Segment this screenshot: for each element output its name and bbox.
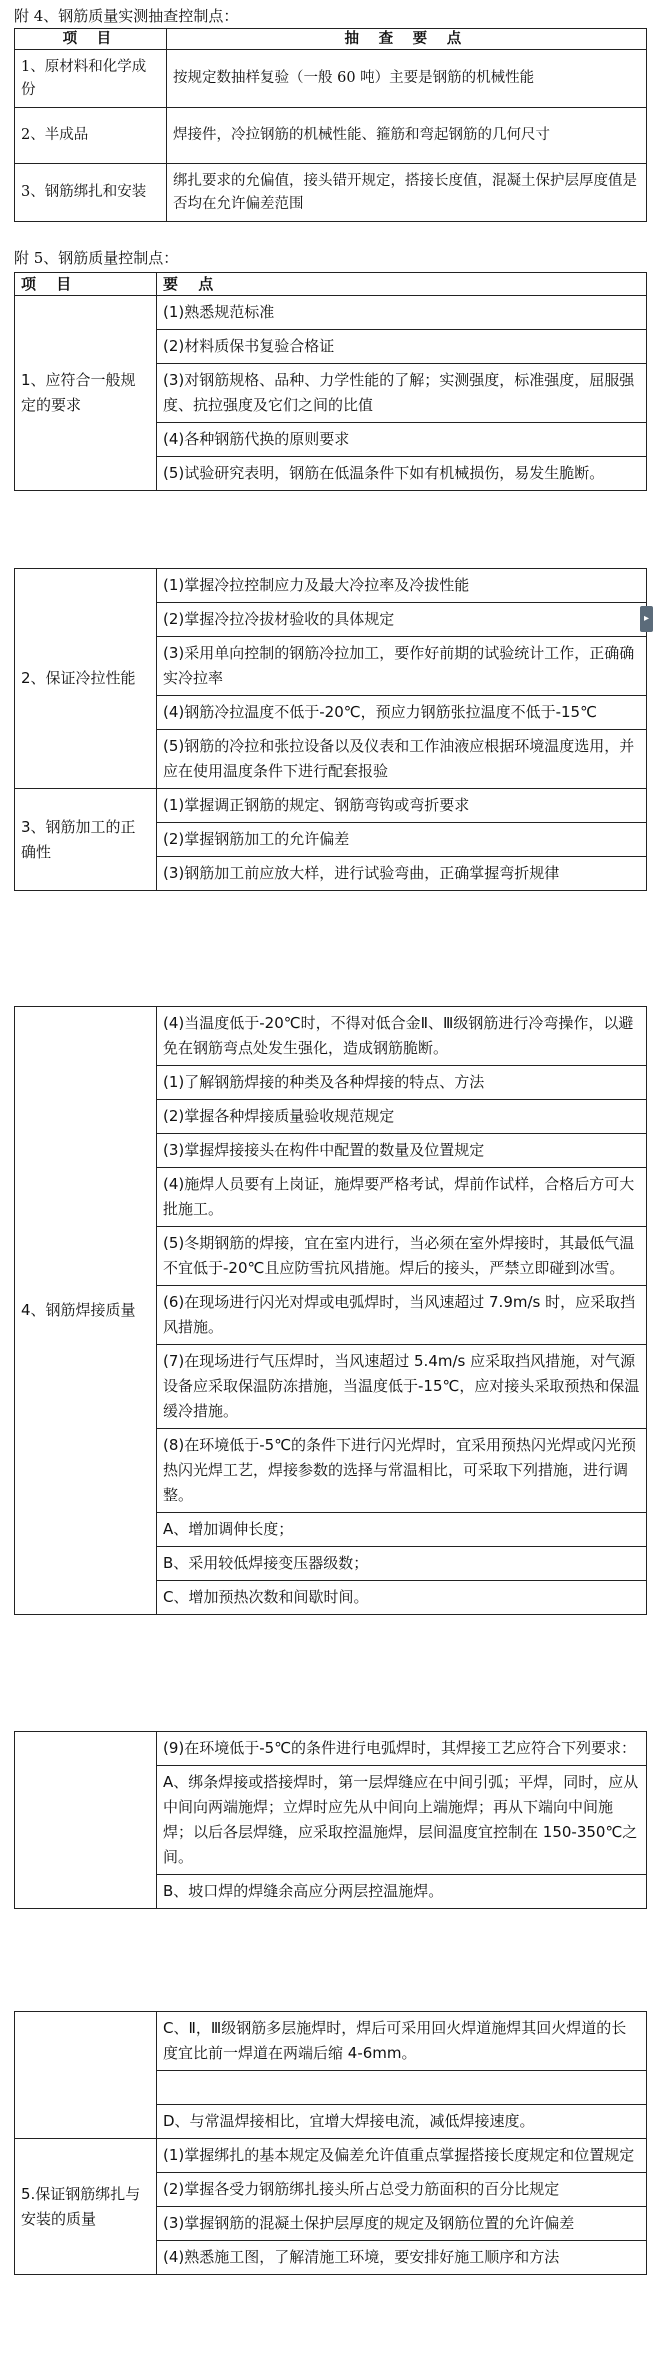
- list-item: (4)钢筋冷拉温度不低于-20℃，预应力钢筋张拉温度不低于-15℃: [157, 696, 647, 730]
- header-point: 要 点: [157, 273, 647, 296]
- attach5-table-part1: [14, 272, 647, 491]
- list-item: (3)掌握钢筋的混凝土保护层厚度的规定及钢筋位置的允许偏差: [157, 2207, 647, 2241]
- list-item: (2)掌握各种焊接质量验收规范规定: [157, 1100, 647, 1134]
- section-1-label: 1、应符合一般规定的要求: [15, 296, 157, 491]
- row-item: 1、原材料和化学成份: [15, 50, 167, 108]
- header-point: 抽 查 要 点: [167, 29, 647, 50]
- section-4-cont-label: [15, 1732, 157, 1909]
- list-item: (3)掌握焊接接头在构件中配置的数量及位置规定: [157, 1134, 647, 1168]
- list-item: (1)掌握绑扎的基本规定及偏差允许值重点掌握搭接长度规定和位置规定: [157, 2139, 647, 2173]
- list-item: (5)试验研究表明，钢筋在低温条件下如有机械损伤，易发生脆断。: [157, 457, 647, 491]
- list-item: (4)施焊人员要有上岗证，施焊要严格考试，焊前作试样，合格后方可大批施工。: [157, 1168, 647, 1227]
- list-item: (3)对钢筋规格、品种、力学性能的了解；实测强度，标准强度，屈服强度、抗拉强度及它们之间的比值: [157, 364, 647, 423]
- table-row: [15, 569, 647, 603]
- list-item: (2)掌握冷拉冷拔材验收的具体规定: [157, 603, 647, 637]
- list-item: C、Ⅱ，Ⅲ级钢筋多层施焊时，焊后可采用回火焊道施焊其回火焊道的长度宜比前一焊道在两端后缩 4-6mm。: [157, 2012, 647, 2071]
- attach5-table-part4: [14, 1731, 647, 1909]
- list-item: (4)各种钢筋代换的原则要求: [157, 423, 647, 457]
- table-row: [15, 164, 647, 222]
- scroll-handle[interactable]: ▸: [640, 606, 653, 632]
- table-row: [15, 2139, 647, 2173]
- row-point: 绑扎要求的允偏值，接头错开规定，搭接长度值，混凝土保护层厚度值是否均在允许偏差范围: [167, 164, 647, 222]
- list-item: (8)在环境低于-5℃的条件下进行闪光焊时，宜采用预热闪光焊或闪光预热闪光焊工艺，焊接参数的选择与常温相比，可采取下列措施，进行调整。: [157, 1429, 647, 1513]
- section-3-label: 3、钢筋加工的正确性: [15, 789, 157, 891]
- list-item: A、绑条焊接或搭接焊时，第一层焊缝应在中间引弧；平焊，同时，应从中间向两端施焊；立焊时应先从中间向上端施焊；再从下端向中间施焊；以后各层焊缝，应采取控温施焊，层间温度宜控制在 150-350℃之间。: [157, 1766, 647, 1875]
- table-row: [15, 296, 647, 330]
- attach5-table-part2: [14, 568, 647, 891]
- list-item: B、坡口焊的焊缝余高应分两层控温施焊。: [157, 1875, 647, 1909]
- list-item: (1)了解钢筋焊接的种类及各种焊接的特点、方法: [157, 1066, 647, 1100]
- list-item: (9)在环境低于-5℃的条件进行电弧焊时，其焊接工艺应符合下列要求：: [157, 1732, 647, 1766]
- list-item: (1)熟悉规范标准: [157, 296, 647, 330]
- attach4-caption: 附 4、钢筋质量实测抽查控制点：: [14, 7, 239, 25]
- section-2-label: 2、保证冷拉性能: [15, 569, 157, 789]
- list-item: (5)钢筋的冷拉和张拉设备以及仪表和工作油液应根据环境温度选用，并应在使用温度条件下进行配套报验: [157, 730, 647, 789]
- table-row: [15, 789, 647, 823]
- list-item: (1)掌握调正钢筋的规定、钢筋弯钩或弯折要求: [157, 789, 647, 823]
- attach5-table-part5: [14, 2011, 647, 2275]
- list-item-empty: [157, 2071, 647, 2105]
- attach5-table-part3: [14, 1006, 647, 1615]
- section-4-cont2-label: [15, 2012, 157, 2139]
- list-item: (1)掌握冷拉控制应力及最大冷拉率及冷拔性能: [157, 569, 647, 603]
- header-item: 项 目: [15, 273, 157, 296]
- list-item: (3)采用单向控制的钢筋冷拉加工，要作好前期的试验统计工作，正确确实冷拉率: [157, 637, 647, 696]
- row-item: 3、钢筋绑扎和安装: [15, 164, 167, 222]
- table-row: [15, 50, 647, 108]
- attach4-table: [14, 28, 647, 222]
- list-item: B、采用较低焊接变压器级数；: [157, 1547, 647, 1581]
- attach5-caption: 附 5、钢筋质量控制点：: [14, 249, 179, 267]
- header-item: 项 目: [15, 29, 167, 50]
- list-item: (2)掌握钢筋加工的允许偏差: [157, 823, 647, 857]
- table-header: [15, 273, 647, 296]
- list-item: (4)熟悉施工图，了解清施工环境，要安排好施工顺序和方法: [157, 2241, 647, 2275]
- row-item: 2、半成品: [15, 108, 167, 164]
- table-row: [15, 1007, 647, 1066]
- table-header: [15, 29, 647, 50]
- list-item: (3)钢筋加工前应放大样，进行试验弯曲，正确掌握弯折规律: [157, 857, 647, 891]
- list-item: D、与常温焊接相比，宜增大焊接电流，减低焊接速度。: [157, 2105, 647, 2139]
- list-item: A、增加调伸长度；: [157, 1513, 647, 1547]
- list-item: (7)在现场进行气压焊时，当风速超过 5.4m/s 应采取挡风措施，对气源设备应采取保温防冻措施，当温度低于-15℃，应对接头采取预热和保温缓冷措施。: [157, 1345, 647, 1429]
- list-item: (5)冬期钢筋的焊接，宜在室内进行，当必须在室外焊接时，其最低气温不宜低于-20℃且应防雪抗风措施。焊后的接头，严禁立即碰到冰雪。: [157, 1227, 647, 1286]
- section-4-label: 4、钢筋焊接质量: [15, 1007, 157, 1615]
- table-row: [15, 2012, 647, 2071]
- list-item: C、增加预热次数和间歇时间。: [157, 1581, 647, 1615]
- table-row: [15, 1732, 647, 1766]
- row-point: 焊接件，冷拉钢筋的机械性能、箍筋和弯起钢筋的几何尺寸: [167, 108, 647, 164]
- section-5-label: 5.保证钢筋绑扎与安装的质量: [15, 2139, 157, 2275]
- list-item: (2)材料质保书复验合格证: [157, 330, 647, 364]
- table-row: [15, 108, 647, 164]
- row-point: 按规定数抽样复验（一般 60 吨）主要是钢筋的机械性能: [167, 50, 647, 108]
- list-item: (4)当温度低于-20℃时，不得对低合金Ⅱ、Ⅲ级钢筋进行冷弯操作，以避免在钢筋弯点处发生强化，造成钢筋脆断。: [157, 1007, 647, 1066]
- list-item: (6)在现场进行闪光对焊或电弧焊时，当风速超过 7.9m/s 时，应采取挡风措施。: [157, 1286, 647, 1345]
- list-item: (2)掌握各受力钢筋绑扎接头所占总受力筋面积的百分比规定: [157, 2173, 647, 2207]
